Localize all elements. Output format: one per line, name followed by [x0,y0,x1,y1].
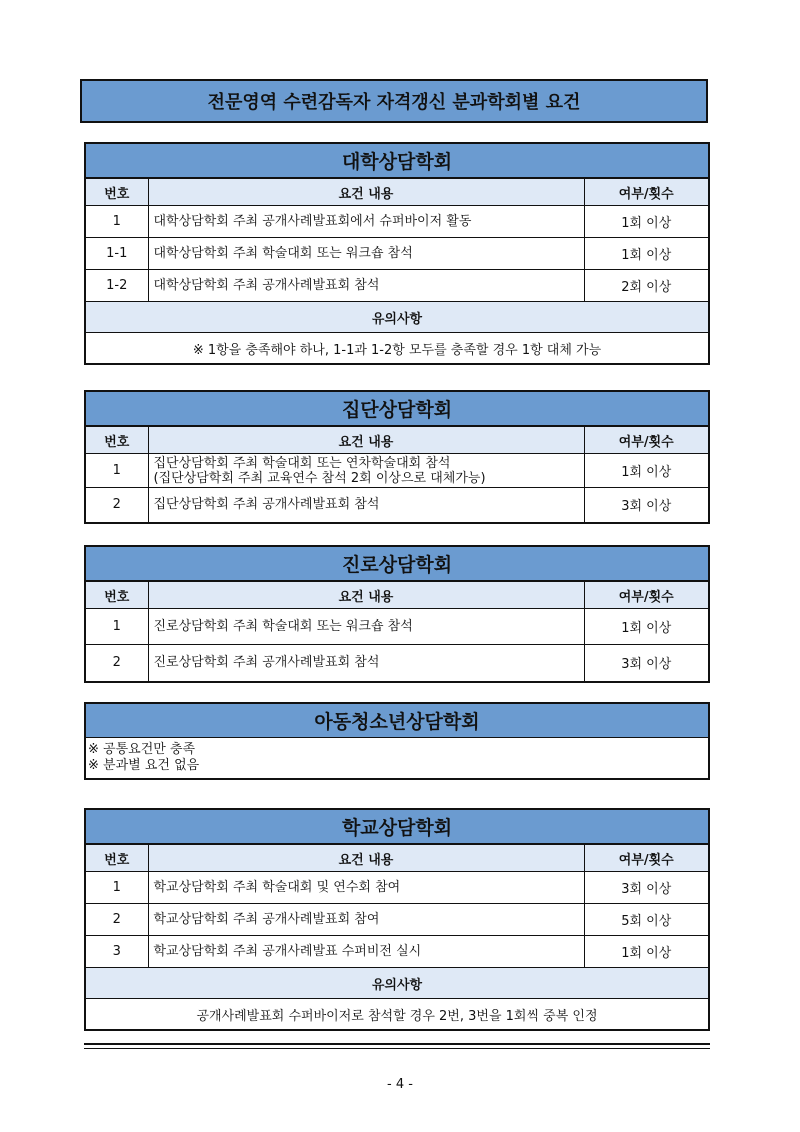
header-count: 여부/횟수 [584,845,708,872]
row-count: 3회 이상 [584,645,708,681]
table-header-row [86,582,708,609]
row-requirement: 대학상담학회 주최 학술대회 또는 워크숍 참석 [148,238,584,270]
note-header-row [86,302,708,333]
table-header-row [86,845,708,872]
section-group [84,390,710,524]
row-number: 1 [86,206,148,238]
row-count: 3회 이상 [584,872,708,904]
footer-divider [84,1043,710,1045]
note-header-row [86,968,708,999]
section-title: 집단상담학회 [86,392,708,426]
table-header-row [86,179,708,206]
table-row [86,645,708,681]
section-title: 아동청소년상담학회 [86,704,708,738]
row-number: 1 [86,872,148,904]
row-requirement [148,454,584,488]
note-text: 공개사례발표회 수퍼바이저로 참석할 경우 2번, 3번을 1회씩 중복 인정 [86,999,708,1030]
section-title: 학교상담학회 [86,810,708,844]
row-requirement: 학교상담학회 주최 공개사례발표 수퍼비전 실시 [148,936,584,968]
row-count: 3회 이상 [584,488,708,522]
requirement-line: 집단상담학회 주최 학술대회 또는 연차학술대회 참석 [153,455,451,471]
row-requirement: 학교상담학회 주최 공개사례발표회 참여 [148,904,584,936]
row-count: 1회 이상 [584,936,708,968]
row-number: 1 [86,454,148,488]
section-university [84,142,710,365]
note-title: 유의사항 [86,968,708,999]
table-row [86,609,708,645]
header-number: 번호 [86,427,148,454]
note-title: 유의사항 [86,302,708,333]
requirement-line: (집단상담학회 주최 교육연수 참석 2회 이상으로 대체가능) [153,470,486,486]
table-row [86,488,708,522]
header-requirement: 요건 내용 [148,582,584,609]
header-requirement: 요건 내용 [148,179,584,206]
row-requirement: 진로상담학회 주최 공개사례발표회 참석 [148,645,584,681]
note-row [86,333,708,364]
requirements-table [86,178,708,363]
row-number: 2 [86,904,148,936]
table-row [86,206,708,238]
row-number: 2 [86,488,148,522]
row-count: 2회 이상 [584,270,708,302]
table-row [86,454,708,488]
header-requirement: 요건 내용 [148,845,584,872]
table-row [86,936,708,968]
header-count: 여부/횟수 [584,582,708,609]
row-requirement: 집단상담학회 주최 공개사례발표회 참석 [148,488,584,522]
requirements-table [86,581,708,681]
row-number: 1-1 [86,238,148,270]
row-requirement: 대학상담학회 주최 공개사례발표회 참석 [148,270,584,302]
header-number: 번호 [86,582,148,609]
table-row [86,872,708,904]
table-row [86,270,708,302]
note-row [86,999,708,1030]
requirements-table [86,844,708,1029]
section-child-youth [84,702,710,780]
row-count: 1회 이상 [584,238,708,270]
notes [86,738,708,778]
row-count: 1회 이상 [584,206,708,238]
header-number: 번호 [86,179,148,206]
row-number: 2 [86,645,148,681]
row-number: 3 [86,936,148,968]
header-count: 여부/횟수 [584,179,708,206]
footer-divider [84,1048,710,1049]
note-line: ※ 분과별 요건 없음 [88,758,200,773]
row-requirement: 학교상담학회 주최 학술대회 및 연수회 참여 [148,872,584,904]
table-row [86,904,708,936]
table-header-row [86,427,708,454]
section-school [84,808,710,1031]
row-number: 1 [86,609,148,645]
note-line: ※ 공통요건만 충족 [88,742,196,757]
row-count: 1회 이상 [584,609,708,645]
row-count: 5회 이상 [584,904,708,936]
page-number: - 4 - [387,1077,413,1092]
header-number: 번호 [86,845,148,872]
row-count: 1회 이상 [584,454,708,488]
row-number: 1-2 [86,270,148,302]
section-career [84,545,710,683]
header-count: 여부/횟수 [584,427,708,454]
section-title: 대학상담학회 [86,144,708,178]
header-requirement: 요건 내용 [148,427,584,454]
row-requirement: 진로상담학회 주최 학술대회 또는 워크숍 참석 [148,609,584,645]
row-requirement: 대학상담학회 주최 공개사례발표회에서 슈퍼바이저 활동 [148,206,584,238]
table-row [86,238,708,270]
note-text: ※ 1항을 충족해야 하나, 1-1과 1-2항 모두를 충족할 경우 1항 대체 가능 [86,333,708,364]
section-title: 진로상담학회 [86,547,708,581]
requirements-table [86,426,708,522]
page-title: 전문영역 수련감독자 자격갱신 분과학회별 요건 [80,79,708,123]
